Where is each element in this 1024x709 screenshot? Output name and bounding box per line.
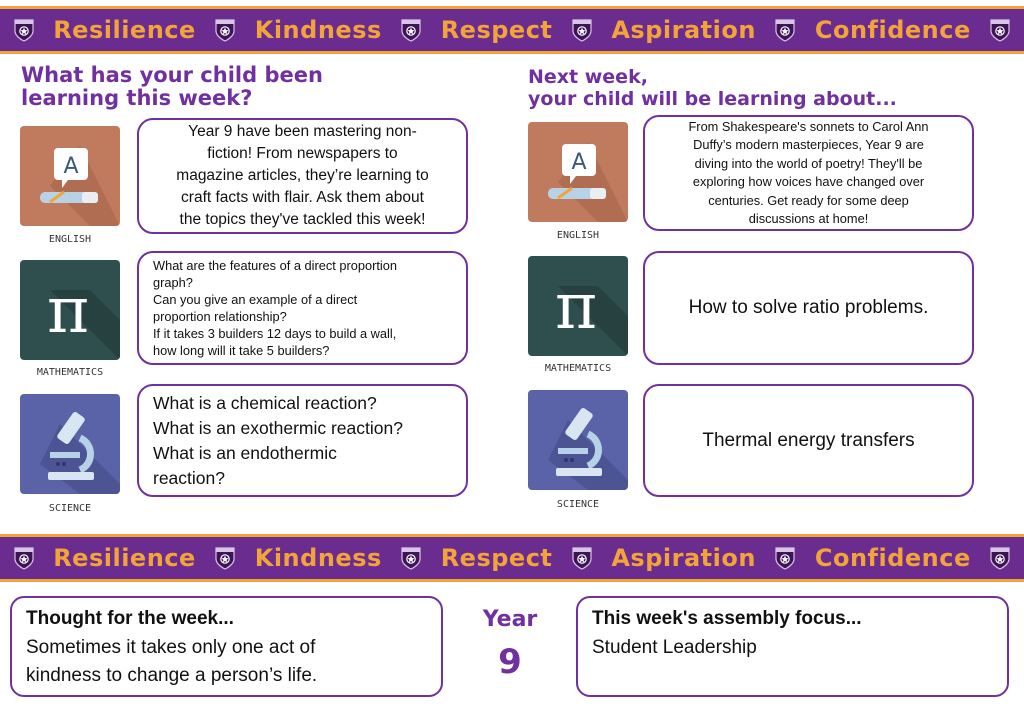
science-label: SCIENCE [48, 503, 92, 514]
value-aspiration: Aspiration [611, 16, 756, 44]
year-number: 9 [498, 642, 522, 682]
next-week-science-text: Thermal energy transfers [702, 429, 915, 451]
value-respect: Respect [440, 544, 553, 572]
this-week-maths-text: What are the features of a direct proportion graph? Can you give an example of a direct proportion relationship? If it takes 3 builders 12 days to build a wall, how long will it take 5 builders? [153, 258, 397, 358]
english-icon [528, 122, 628, 222]
school-crest-icon [990, 18, 1010, 42]
this-week-science-text: What is a chemical reaction? What is an exothermic reaction? What is an endothermic reaction? [153, 392, 403, 488]
english-label: ENGLISH [48, 234, 92, 245]
this-week-heading: What has your child been learning this week? [21, 63, 323, 110]
value-confidence: Confidence [814, 544, 971, 572]
value-resilience: Resilience [53, 544, 196, 572]
school-crest-icon [14, 546, 34, 570]
school-crest-icon [572, 18, 592, 42]
school-crest-icon [775, 18, 795, 42]
svg-text:π: π [554, 270, 598, 344]
thought-title: Thought for the week... [26, 608, 234, 629]
school-crest-icon [401, 18, 421, 42]
year-label: Year [482, 607, 538, 632]
mathematics-label: MATHEMATICS [36, 367, 104, 378]
value-aspiration: Aspiration [611, 544, 756, 572]
pi-icon [528, 256, 628, 356]
this-week-english-card [137, 118, 468, 234]
next-week-science-card [643, 384, 974, 497]
value-kindness: Kindness [254, 544, 382, 572]
value-resilience: Resilience [53, 16, 196, 44]
pi-icon [20, 260, 120, 360]
values-banner-top [0, 6, 1024, 54]
value-kindness: Kindness [254, 16, 382, 44]
mathematics-label: MATHEMATICS [544, 363, 612, 374]
school-crest-icon [572, 546, 592, 570]
next-week-english-text: From Shakespeare's sonnets to Carol Ann Duffy’s modern masterpieces, Year 9 are diving into the world of poetry! They'll be exploring how voices have changed over centuries. Get ready for some deep discussions at home! [688, 118, 929, 226]
value-respect: Respect [440, 16, 553, 44]
this-week-english-text: Year 9 have been mastering non- fiction! From newspapers to magazine articles, they’re learning to craft facts with flair. Ask them about the topics they've tackled this week! [176, 123, 429, 228]
svg-text:A: A [63, 154, 79, 179]
school-crest-icon [215, 18, 235, 42]
school-crest-icon [401, 546, 421, 570]
english-label: ENGLISH [556, 230, 600, 241]
assembly-body: Student Leadership [592, 637, 757, 658]
assembly-focus-box [576, 596, 1009, 697]
this-week-maths-card [137, 251, 468, 365]
english-icon [20, 126, 120, 226]
microscope-icon [20, 394, 120, 494]
value-confidence: Confidence [814, 16, 971, 44]
svg-text:π: π [46, 274, 90, 348]
values-banner-bottom [0, 534, 1024, 582]
school-crest-icon [775, 546, 795, 570]
next-week-english-card [643, 115, 974, 231]
this-week-science-card [137, 384, 468, 497]
school-crest-icon [990, 546, 1010, 570]
svg-text:A: A [571, 150, 587, 175]
microscope-icon [528, 390, 628, 490]
next-week-heading: Next week, your child will be learning about... [528, 66, 897, 110]
school-crest-icon [215, 546, 235, 570]
assembly-title: This week's assembly focus... [592, 608, 862, 629]
thought-body: Sometimes it takes only one act of kindness to change a person’s life. [26, 637, 318, 686]
next-week-maths-text: How to solve ratio problems. [688, 297, 929, 318]
thought-for-the-week-box [10, 596, 443, 697]
science-label: SCIENCE [556, 499, 600, 510]
next-week-maths-card [643, 251, 974, 365]
school-crest-icon [14, 18, 34, 42]
